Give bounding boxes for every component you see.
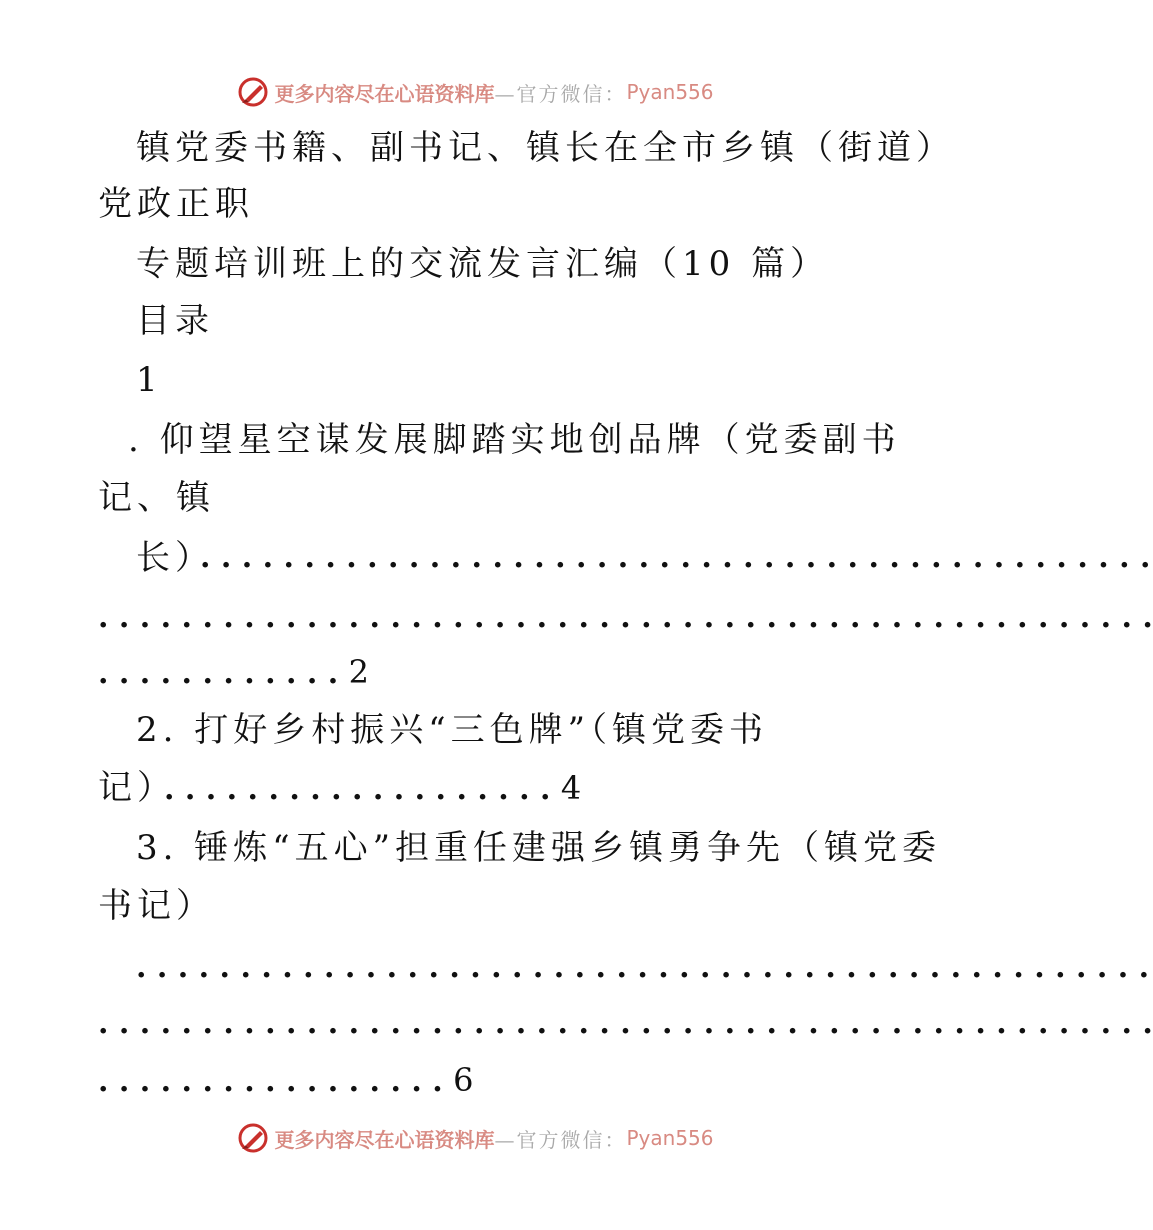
toc-entry-1-leader-b: . . . . . . . . . . . . . . . . . . . . . . . . . . . . . . . . . . . . . . . . . . . . . . . . . . . (98, 600, 1153, 635)
toc-entry-1-text-end: 长） (136, 538, 214, 578)
toc-entry-3-text: 3. 锤炼“五心”担重任建强乡镇勇争先（镇党委 (136, 828, 942, 868)
toc-entry-1-number: 1 (136, 360, 163, 400)
toc-entry-3-page: 6 (453, 1061, 474, 1099)
toc-entry-1-page: 2 (348, 653, 370, 691)
pen-logo-icon (236, 1121, 270, 1155)
toc-entry-2-text-cont: 记） (98, 768, 176, 808)
toc-heading: 目录 (136, 301, 214, 341)
toc-entry-3-leader-a: . . . . . . . . . . . . . . . . . . . . . . . . . . . . . . . . . . . . . . . . . . . . . . . . . (136, 950, 1150, 985)
toc-entry-1-text-cont: 记、镇 (98, 478, 215, 518)
toc-entry-3-leader-c: . . . . . . . . . . . . . . . . . 6 (98, 1061, 474, 1099)
subtitle: 专题培训班上的交流发言汇编（10 篇） (136, 244, 830, 284)
toc-entry-3-leader-b: . . . . . . . . . . . . . . . . . . . . . . . . . . . . . . . . . . . . . . . . . . . . . . . . . . . (98, 1006, 1153, 1041)
toc-entry-1-text: . 仰望星空谋发展脚踏实地创品牌（党委副书 (128, 420, 901, 460)
pen-logo-icon (236, 75, 270, 109)
banner-wechat-label: —官方微信： (494, 81, 627, 106)
toc-entry-2-text: 2. 打好乡村振兴“三色牌”（镇党委书 (136, 710, 769, 750)
toc-entry-1-leader-a: . . . . . . . . . . . . . . . . . . . . . . . . . . . . . . . . . . . . . . . . . . . . . . (200, 540, 1151, 575)
toc-entry-3-text-cont: 书记） (98, 886, 215, 926)
banner-wechat-id: Pyan556 (626, 80, 714, 104)
footer-wechat-label: —官方微信： (494, 1127, 627, 1152)
toc-entry-2-leader: . . . . . . . . . . . . . . . . . . . 4 (164, 769, 582, 807)
footer-wechat-id: Pyan556 (626, 1126, 714, 1150)
toc-entry-1-leader-c: . . . . . . . . . . . . 2 (98, 653, 370, 691)
footer-banner (0, 1116, 950, 1160)
title-line-2: 党政正职 (98, 184, 254, 224)
banner-slogan: 更多内容尽在心语资料库 (274, 81, 495, 106)
title-line-1: 镇党委书籍、副书记、镇长在全市乡镇（街道） (136, 128, 955, 168)
toc-entry-2-page: 4 (560, 769, 582, 807)
footer-slogan: 更多内容尽在心语资料库 (274, 1127, 495, 1152)
header-banner (0, 70, 950, 114)
